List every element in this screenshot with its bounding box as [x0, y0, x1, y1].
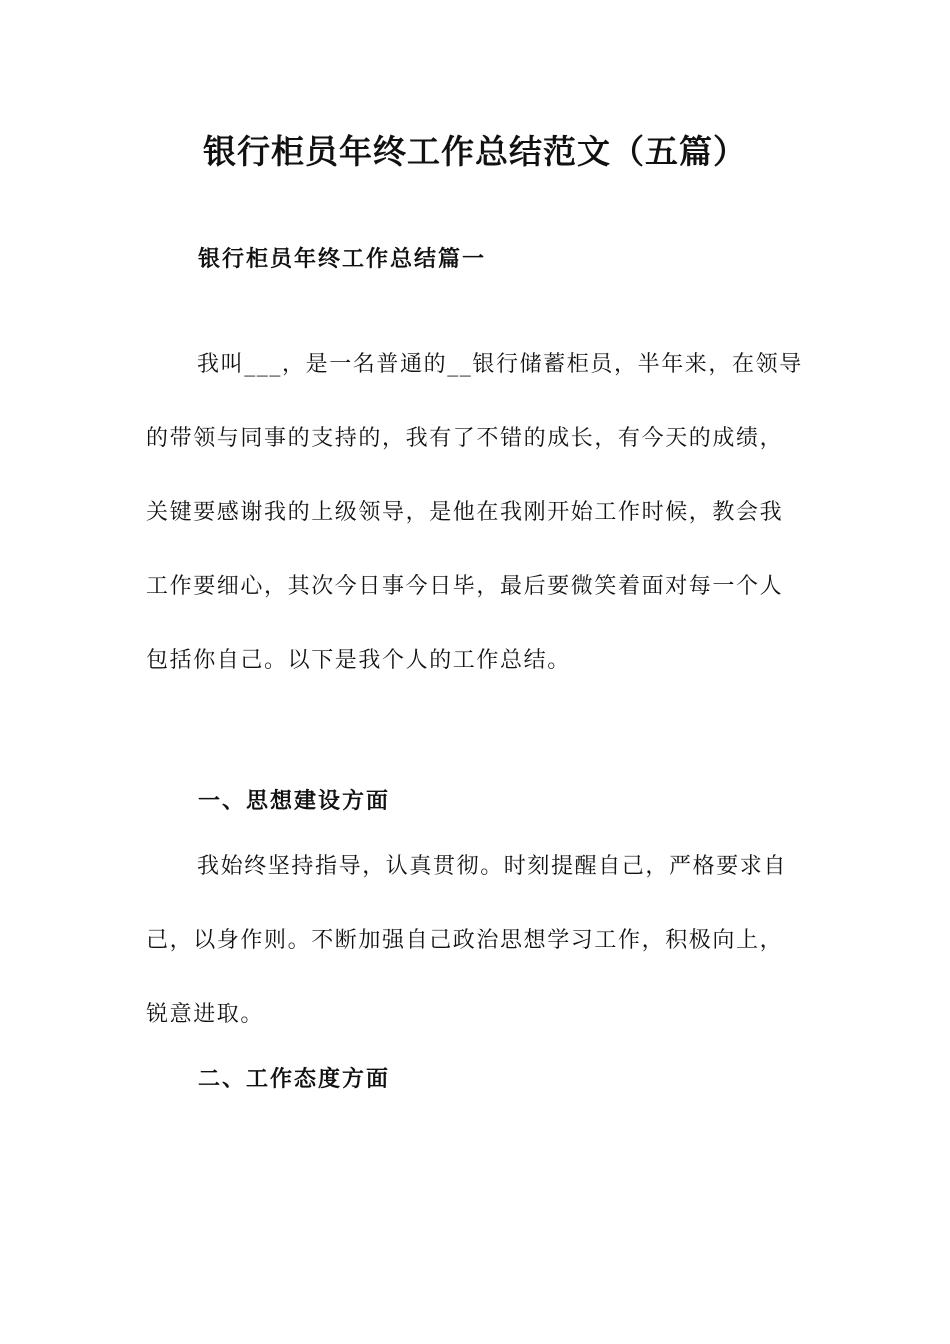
paragraph-intro: 我叫___，是一名普通的__银行储蓄柜员，半年来，在领导的带领与同事的支持的，我有了不错的成长，有今天的成绩，关键要感谢我的上级领导，是他在我刚开始工作时候，教会我工作要细心，其次今日事今日毕，最后要微笑着面对每一个人包括你自己。以下是我个人的工作总结。 [146, 352, 803, 673]
paragraph-ideology: 我始终坚持指导，认真贯彻。时刻提醒自己，严格要求自己，以身作则。不断加强自己政治思想学习工作，积极向上，锐意进取。 [146, 854, 788, 1027]
document-title: 银行柜员年终工作总结范文（五篇） [203, 132, 747, 171]
section-title: 银行柜员年终工作总结篇一 [198, 247, 487, 272]
heading-ideology: 一、思想建设方面 [198, 789, 391, 814]
heading-work-attitude: 二、工作态度方面 [198, 1067, 391, 1092]
